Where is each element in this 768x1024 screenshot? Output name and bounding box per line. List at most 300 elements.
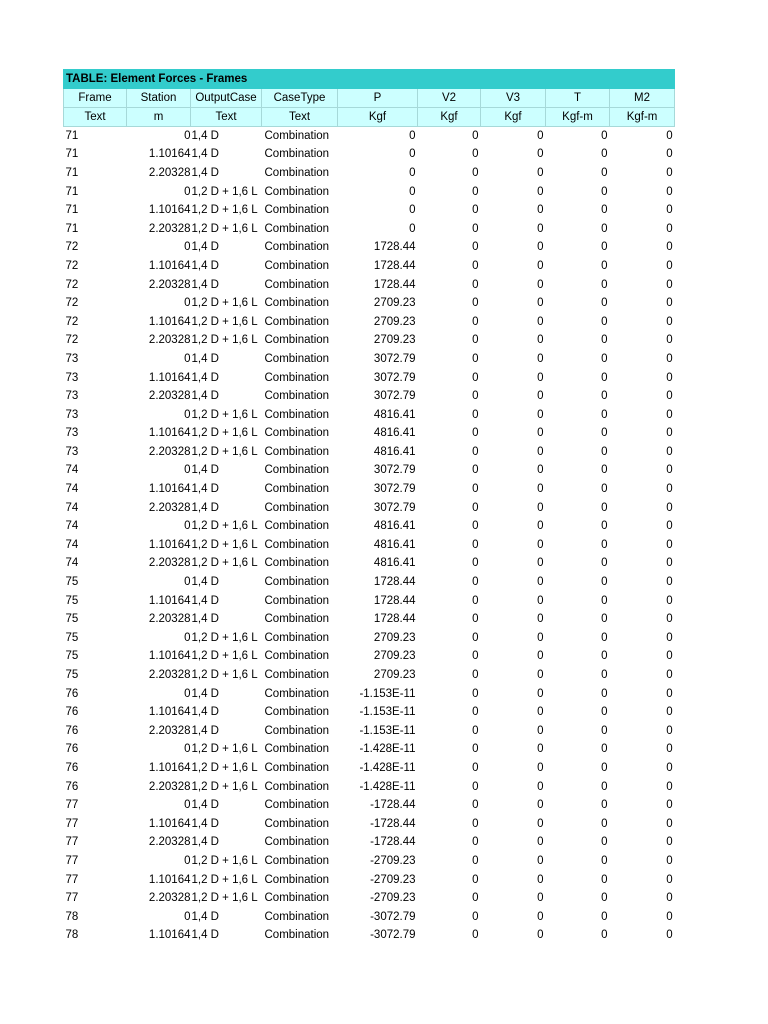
- cell-t: 0: [601, 613, 608, 626]
- cell-v2: 0: [472, 631, 479, 644]
- cell-station: 1.10164: [148, 929, 191, 942]
- cell-v3: 0: [537, 538, 544, 551]
- cell-station: 1.10164: [148, 706, 191, 719]
- cell-v2: 0: [472, 761, 479, 774]
- cell-m2: 0: [666, 445, 673, 458]
- cell-v3: 0: [537, 352, 544, 365]
- cell-v3: 0: [537, 817, 544, 830]
- header-p: P: [338, 89, 418, 108]
- units-row: [64, 108, 675, 127]
- table-row: [64, 814, 675, 833]
- cell-p: -2709.23: [370, 892, 416, 905]
- cell-v2: 0: [472, 724, 479, 737]
- cell-t: 0: [601, 594, 608, 607]
- cell-m2: 0: [666, 669, 673, 682]
- table-title-row: [64, 70, 675, 89]
- cell-v3: 0: [537, 520, 544, 533]
- cell-station: 0: [184, 854, 191, 867]
- cell-m2: 0: [666, 501, 673, 514]
- cell-output-case: 1,2 D + 1,6 L: [191, 892, 258, 905]
- cell-m2: 0: [666, 130, 673, 143]
- cell-t: 0: [601, 929, 608, 942]
- cell-m2: 0: [666, 817, 673, 830]
- header-frame: Frame: [64, 89, 127, 108]
- cell-v2: 0: [472, 408, 479, 421]
- cell-m2: 0: [666, 799, 673, 812]
- cell-frame: 75: [65, 631, 79, 644]
- cell-t: 0: [601, 854, 608, 867]
- cell-v3: 0: [537, 130, 544, 143]
- cell-v3: 0: [537, 501, 544, 514]
- cell-t: 0: [601, 204, 608, 217]
- cell-output-case: 1,4 D: [191, 576, 219, 589]
- cell-station: 1.10164: [148, 483, 191, 496]
- table-title: TABLE: Element Forces - Frames: [64, 70, 675, 89]
- cell-t: 0: [601, 408, 608, 421]
- cell-output-case: 1,2 D + 1,6 L: [191, 427, 258, 440]
- cell-v2: 0: [472, 297, 479, 310]
- cell-v2: 0: [472, 204, 479, 217]
- cell-t: 0: [601, 148, 608, 161]
- cell-output-case: 1,4 D: [191, 501, 219, 514]
- cell-case-type: Combination: [264, 594, 330, 607]
- cell-frame: 71: [65, 148, 79, 161]
- cell-p: 0: [409, 166, 416, 179]
- cell-station: 0: [184, 520, 191, 533]
- cell-frame: 73: [65, 352, 79, 365]
- cell-case-type: Combination: [264, 501, 330, 514]
- cell-v2: 0: [472, 222, 479, 235]
- cell-p: 2709.23: [373, 669, 416, 682]
- cell-t: 0: [601, 576, 608, 589]
- cell-v2: 0: [472, 836, 479, 849]
- cell-frame: 73: [65, 371, 79, 384]
- cell-m2: 0: [666, 538, 673, 551]
- cell-case-type: Combination: [264, 371, 330, 384]
- table-row: [64, 647, 675, 666]
- cell-v2: 0: [472, 817, 479, 830]
- cell-m2: 0: [666, 892, 673, 905]
- cell-station: 1.10164: [148, 817, 191, 830]
- cell-m2: 0: [666, 464, 673, 477]
- cell-station: 1.10164: [148, 315, 191, 328]
- cell-v2: 0: [472, 576, 479, 589]
- cell-v3: 0: [537, 408, 544, 421]
- cell-t: 0: [601, 315, 608, 328]
- table-row: [64, 461, 675, 480]
- cell-frame: 73: [65, 390, 79, 403]
- unit-m2: Kgf-m: [610, 108, 675, 127]
- cell-p: 0: [409, 204, 416, 217]
- cell-case-type: Combination: [264, 483, 330, 496]
- cell-p: 4816.41: [373, 427, 416, 440]
- cell-m2: 0: [666, 148, 673, 161]
- table-row: [64, 684, 675, 703]
- cell-v2: 0: [472, 148, 479, 161]
- cell-output-case: 1,2 D + 1,6 L: [191, 334, 258, 347]
- cell-station: 2.20328: [148, 669, 191, 682]
- table-row: [64, 201, 675, 220]
- cell-p: 1728.44: [373, 278, 416, 291]
- cell-p: 1728.44: [373, 594, 416, 607]
- cell-v2: 0: [472, 687, 479, 700]
- cell-m2: 0: [666, 408, 673, 421]
- cell-m2: 0: [666, 761, 673, 774]
- cell-v2: 0: [472, 799, 479, 812]
- cell-v3: 0: [537, 687, 544, 700]
- cell-station: 2.20328: [148, 501, 191, 514]
- cell-output-case: 1,2 D + 1,6 L: [191, 669, 258, 682]
- cell-output-case: 1,4 D: [191, 259, 219, 272]
- cell-p: 3072.79: [373, 501, 416, 514]
- cell-frame: 71: [65, 185, 79, 198]
- cell-station: 0: [184, 576, 191, 589]
- cell-p: 3072.79: [373, 464, 416, 477]
- table-row: [64, 498, 675, 517]
- cell-t: 0: [601, 557, 608, 570]
- cell-output-case: 1,4 D: [191, 817, 219, 830]
- table-row: [64, 331, 675, 350]
- cell-frame: 72: [65, 259, 79, 272]
- cell-p: 4816.41: [373, 520, 416, 533]
- cell-output-case: 1,2 D + 1,6 L: [191, 650, 258, 663]
- cell-case-type: Combination: [264, 669, 330, 682]
- cell-case-type: Combination: [264, 185, 330, 198]
- cell-station: 0: [184, 910, 191, 923]
- cell-v3: 0: [537, 334, 544, 347]
- cell-v2: 0: [472, 929, 479, 942]
- cell-output-case: 1,4 D: [191, 166, 219, 179]
- cell-output-case: 1,4 D: [191, 724, 219, 737]
- element-forces-sheet: [63, 69, 674, 945]
- unit-v2: Kgf: [418, 108, 481, 127]
- cell-v3: 0: [537, 390, 544, 403]
- cell-v2: 0: [472, 445, 479, 458]
- unit-t: Kgf-m: [546, 108, 610, 127]
- cell-p: 0: [409, 222, 416, 235]
- cell-output-case: 1,2 D + 1,6 L: [191, 538, 258, 551]
- table-row: [64, 387, 675, 406]
- cell-v2: 0: [472, 390, 479, 403]
- cell-p: 1728.44: [373, 241, 416, 254]
- cell-m2: 0: [666, 910, 673, 923]
- cell-station: 0: [184, 297, 191, 310]
- table-row: [64, 424, 675, 443]
- cell-p: 2709.23: [373, 334, 416, 347]
- cell-t: 0: [601, 817, 608, 830]
- cell-output-case: 1,4 D: [191, 130, 219, 143]
- cell-v2: 0: [472, 352, 479, 365]
- cell-m2: 0: [666, 390, 673, 403]
- cell-case-type: Combination: [264, 873, 330, 886]
- table-row: [64, 629, 675, 648]
- cell-station: 0: [184, 130, 191, 143]
- cell-case-type: Combination: [264, 631, 330, 644]
- cell-frame: 75: [65, 650, 79, 663]
- cell-station: 2.20328: [148, 334, 191, 347]
- cell-m2: 0: [666, 520, 673, 533]
- cell-m2: 0: [666, 687, 673, 700]
- unit-p: Kgf: [338, 108, 418, 127]
- cell-case-type: Combination: [264, 929, 330, 942]
- table-row: [64, 312, 675, 331]
- cell-t: 0: [601, 222, 608, 235]
- cell-m2: 0: [666, 631, 673, 644]
- cell-case-type: Combination: [264, 297, 330, 310]
- cell-case-type: Combination: [264, 706, 330, 719]
- cell-case-type: Combination: [264, 445, 330, 458]
- cell-output-case: 1,2 D + 1,6 L: [191, 222, 258, 235]
- cell-m2: 0: [666, 371, 673, 384]
- cell-frame: 75: [65, 576, 79, 589]
- cell-t: 0: [601, 297, 608, 310]
- unit-station: m: [127, 108, 191, 127]
- cell-frame: 77: [65, 892, 79, 905]
- cell-t: 0: [601, 520, 608, 533]
- cell-v2: 0: [472, 278, 479, 291]
- cell-t: 0: [601, 706, 608, 719]
- cell-p: 3072.79: [373, 483, 416, 496]
- cell-v2: 0: [472, 873, 479, 886]
- cell-case-type: Combination: [264, 278, 330, 291]
- cell-v3: 0: [537, 464, 544, 477]
- cell-m2: 0: [666, 297, 673, 310]
- cell-station: 1.10164: [148, 148, 191, 161]
- cell-frame: 72: [65, 297, 79, 310]
- cell-t: 0: [601, 761, 608, 774]
- table-row: [64, 405, 675, 424]
- cell-case-type: Combination: [264, 817, 330, 830]
- cell-output-case: 1,4 D: [191, 836, 219, 849]
- cell-t: 0: [601, 724, 608, 737]
- cell-p: -2709.23: [370, 873, 416, 886]
- table-row: [64, 350, 675, 369]
- cell-station: 1.10164: [148, 371, 191, 384]
- cell-v3: 0: [537, 427, 544, 440]
- cell-v2: 0: [472, 241, 479, 254]
- cell-p: 1728.44: [373, 576, 416, 589]
- cell-frame: 78: [65, 929, 79, 942]
- cell-t: 0: [601, 669, 608, 682]
- cell-output-case: 1,4 D: [191, 706, 219, 719]
- cell-v3: 0: [537, 166, 544, 179]
- cell-t: 0: [601, 836, 608, 849]
- table-row: [64, 889, 675, 908]
- cell-t: 0: [601, 259, 608, 272]
- cell-frame: 71: [65, 166, 79, 179]
- cell-output-case: 1,2 D + 1,6 L: [191, 743, 258, 756]
- cell-v2: 0: [472, 780, 479, 793]
- cell-v3: 0: [537, 315, 544, 328]
- cell-station: 0: [184, 464, 191, 477]
- cell-station: 2.20328: [148, 278, 191, 291]
- cell-p: 0: [409, 130, 416, 143]
- cell-frame: 76: [65, 761, 79, 774]
- table-row: [64, 926, 675, 945]
- cell-v2: 0: [472, 613, 479, 626]
- cell-station: 1.10164: [148, 259, 191, 272]
- cell-m2: 0: [666, 315, 673, 328]
- column-header-row: [64, 89, 675, 108]
- cell-p: 4816.41: [373, 557, 416, 570]
- cell-t: 0: [601, 650, 608, 663]
- cell-p: -1728.44: [370, 817, 416, 830]
- cell-p: 3072.79: [373, 352, 416, 365]
- cell-v3: 0: [537, 259, 544, 272]
- cell-v2: 0: [472, 501, 479, 514]
- cell-v2: 0: [472, 910, 479, 923]
- cell-m2: 0: [666, 743, 673, 756]
- cell-station: 0: [184, 743, 191, 756]
- cell-v3: 0: [537, 185, 544, 198]
- cell-v3: 0: [537, 613, 544, 626]
- cell-v3: 0: [537, 445, 544, 458]
- cell-output-case: 1,4 D: [191, 483, 219, 496]
- table-row: [64, 443, 675, 462]
- header-m2: M2: [610, 89, 675, 108]
- cell-t: 0: [601, 278, 608, 291]
- cell-case-type: Combination: [264, 130, 330, 143]
- table-row: [64, 759, 675, 778]
- cell-v2: 0: [472, 259, 479, 272]
- cell-output-case: 1,4 D: [191, 687, 219, 700]
- cell-station: 2.20328: [148, 222, 191, 235]
- cell-output-case: 1,4 D: [191, 929, 219, 942]
- cell-output-case: 1,4 D: [191, 910, 219, 923]
- cell-t: 0: [601, 538, 608, 551]
- table-row: [64, 573, 675, 592]
- cell-case-type: Combination: [264, 166, 330, 179]
- cell-p: 4816.41: [373, 408, 416, 421]
- cell-frame: 73: [65, 427, 79, 440]
- cell-output-case: 1,4 D: [191, 148, 219, 161]
- cell-station: 0: [184, 408, 191, 421]
- cell-v3: 0: [537, 669, 544, 682]
- cell-station: 1.10164: [148, 761, 191, 774]
- cell-frame: 77: [65, 799, 79, 812]
- cell-v3: 0: [537, 204, 544, 217]
- cell-v3: 0: [537, 780, 544, 793]
- cell-case-type: Combination: [264, 910, 330, 923]
- cell-station: 0: [184, 241, 191, 254]
- cell-v3: 0: [537, 910, 544, 923]
- cell-case-type: Combination: [264, 427, 330, 440]
- cell-output-case: 1,2 D + 1,6 L: [191, 204, 258, 217]
- cell-m2: 0: [666, 241, 673, 254]
- cell-v3: 0: [537, 650, 544, 663]
- table-row: [64, 145, 675, 164]
- cell-output-case: 1,2 D + 1,6 L: [191, 297, 258, 310]
- cell-m2: 0: [666, 873, 673, 886]
- element-forces-table: [63, 69, 675, 945]
- cell-p: -2709.23: [370, 854, 416, 867]
- cell-v2: 0: [472, 650, 479, 663]
- cell-v2: 0: [472, 743, 479, 756]
- cell-case-type: Combination: [264, 315, 330, 328]
- cell-station: 2.20328: [148, 390, 191, 403]
- cell-v3: 0: [537, 483, 544, 496]
- cell-p: 3072.79: [373, 371, 416, 384]
- cell-case-type: Combination: [264, 334, 330, 347]
- cell-frame: 74: [65, 557, 79, 570]
- cell-m2: 0: [666, 352, 673, 365]
- cell-frame: 75: [65, 613, 79, 626]
- cell-v3: 0: [537, 557, 544, 570]
- cell-station: 1.10164: [148, 538, 191, 551]
- cell-v2: 0: [472, 464, 479, 477]
- cell-case-type: Combination: [264, 892, 330, 905]
- cell-t: 0: [601, 631, 608, 644]
- unit-output-case: Text: [191, 108, 262, 127]
- cell-t: 0: [601, 501, 608, 514]
- table-row: [64, 517, 675, 536]
- cell-v2: 0: [472, 669, 479, 682]
- cell-p: 1728.44: [373, 613, 416, 626]
- cell-m2: 0: [666, 185, 673, 198]
- cell-frame: 72: [65, 334, 79, 347]
- cell-case-type: Combination: [264, 576, 330, 589]
- table-row: [64, 591, 675, 610]
- cell-m2: 0: [666, 836, 673, 849]
- cell-p: 2709.23: [373, 650, 416, 663]
- cell-m2: 0: [666, 780, 673, 793]
- cell-p: 4816.41: [373, 445, 416, 458]
- cell-v3: 0: [537, 148, 544, 161]
- cell-t: 0: [601, 892, 608, 905]
- cell-frame: 74: [65, 483, 79, 496]
- cell-case-type: Combination: [264, 780, 330, 793]
- cell-output-case: 1,4 D: [191, 799, 219, 812]
- cell-case-type: Combination: [264, 557, 330, 570]
- cell-v3: 0: [537, 706, 544, 719]
- cell-case-type: Combination: [264, 724, 330, 737]
- cell-t: 0: [601, 687, 608, 700]
- cell-v2: 0: [472, 538, 479, 551]
- cell-p: 2709.23: [373, 297, 416, 310]
- cell-v3: 0: [537, 799, 544, 812]
- cell-frame: 71: [65, 204, 79, 217]
- cell-v3: 0: [537, 743, 544, 756]
- cell-v2: 0: [472, 520, 479, 533]
- cell-frame: 75: [65, 594, 79, 607]
- table-row: [64, 219, 675, 238]
- cell-m2: 0: [666, 483, 673, 496]
- table-row: [64, 722, 675, 741]
- table-row: [64, 127, 675, 146]
- cell-output-case: 1,2 D + 1,6 L: [191, 631, 258, 644]
- cell-v2: 0: [472, 166, 479, 179]
- cell-m2: 0: [666, 854, 673, 867]
- cell-station: 2.20328: [148, 166, 191, 179]
- table-row: [64, 238, 675, 257]
- cell-case-type: Combination: [264, 761, 330, 774]
- cell-frame: 77: [65, 854, 79, 867]
- cell-p: -1.428E-11: [359, 780, 416, 793]
- cell-t: 0: [601, 427, 608, 440]
- cell-m2: 0: [666, 278, 673, 291]
- cell-frame: 77: [65, 817, 79, 830]
- cell-v3: 0: [537, 929, 544, 942]
- cell-frame: 76: [65, 780, 79, 793]
- table-row: [64, 610, 675, 629]
- cell-case-type: Combination: [264, 687, 330, 700]
- table-row: [64, 554, 675, 573]
- table-row: [64, 870, 675, 889]
- cell-t: 0: [601, 910, 608, 923]
- cell-output-case: 1,2 D + 1,6 L: [191, 557, 258, 570]
- cell-frame: 73: [65, 445, 79, 458]
- cell-case-type: Combination: [264, 520, 330, 533]
